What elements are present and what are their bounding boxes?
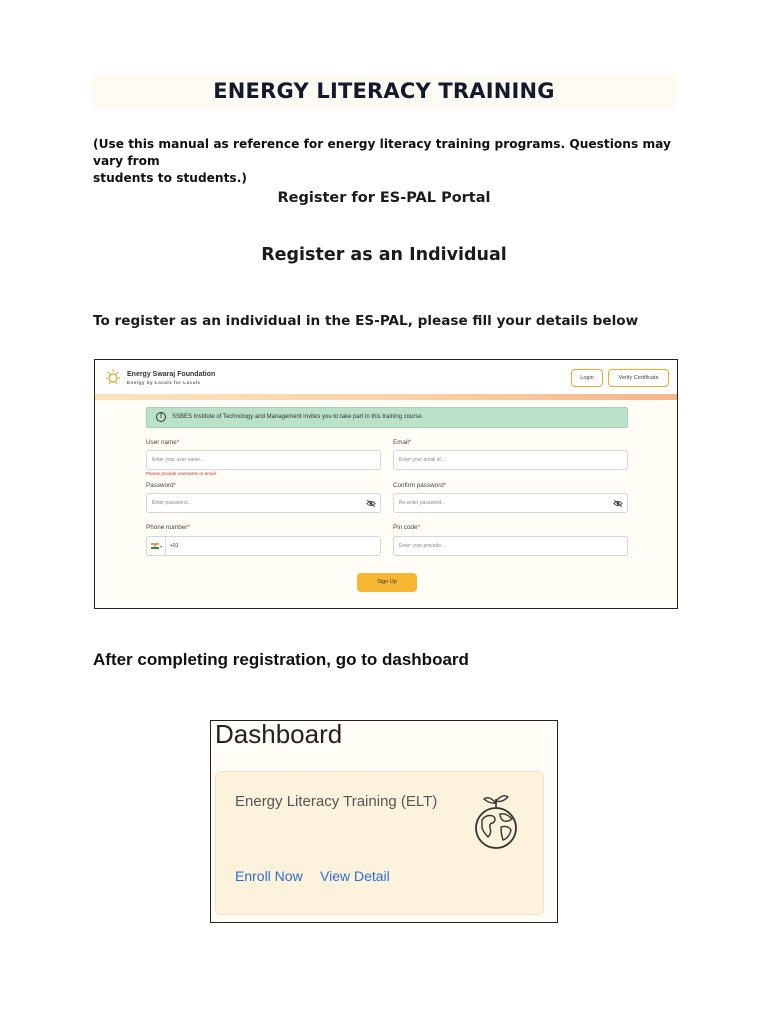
verify-certificate-button[interactable]: Verify Certificate <box>608 369 669 387</box>
view-detail-link[interactable]: View Detail <box>320 868 390 884</box>
email-label: Email* <box>393 439 412 446</box>
document-title: ENERGY LITERACY TRAINING <box>213 79 555 103</box>
intro-note <box>93 136 673 187</box>
confirm-password-input[interactable] <box>393 493 628 513</box>
phone-input[interactable] <box>146 536 381 556</box>
email-input[interactable]: Enter your email id... <box>393 450 628 470</box>
pincode-label: Pin code* <box>393 524 420 531</box>
globe-plant-icon <box>470 792 522 850</box>
username-label: User name* <box>146 439 180 446</box>
login-button[interactable]: Login <box>571 369 603 387</box>
brand-tagline: Energy by Locals for Locals <box>127 380 201 385</box>
dashboard-instruction: After completing registration, go to dashboard <box>93 650 469 669</box>
confirm-password-label: Confirm password* <box>393 482 447 489</box>
username-input[interactable]: Enter your user name... <box>146 450 381 470</box>
pincode-input[interactable]: Enter your pincode... <box>393 536 628 556</box>
india-flag-icon[interactable] <box>151 543 159 549</box>
registration-screenshot <box>94 359 678 609</box>
sign-up-button[interactable]: Sign Up <box>357 573 417 592</box>
heading-register-portal: Register for ES-PAL Portal <box>277 190 491 206</box>
intro-note-line-1: (Use this manual as reference for energy literacy training programs. Questions may vary from <box>93 137 671 168</box>
dashboard-screenshot <box>210 720 558 923</box>
password-label: Password* <box>146 482 177 489</box>
info-icon: ! <box>156 412 166 422</box>
phone-value: +91 <box>170 543 179 549</box>
intro-note-line-2: students to students.) <box>93 171 247 185</box>
brand-name: Energy Swaraj Foundation <box>127 371 216 378</box>
heading-register-individual: Register as an Individual <box>261 245 507 265</box>
invite-alert <box>146 407 628 428</box>
password-input[interactable] <box>146 493 381 513</box>
eye-off-icon[interactable] <box>366 499 376 508</box>
eye-off-icon[interactable] <box>613 499 623 508</box>
invite-alert-text: SSBES Institute of Technology and Management invites you to take part in this training course. <box>172 414 424 420</box>
course-name: Energy Literacy Training (ELT) <box>235 793 438 810</box>
dashboard-title: Dashboard <box>215 720 343 749</box>
confirm-password-placeholder: Re-enter password... <box>399 500 446 506</box>
phone-label: Phone number* <box>146 524 190 531</box>
password-placeholder: Enter password... <box>152 500 191 506</box>
course-card <box>215 771 544 915</box>
portal-header <box>95 360 677 394</box>
chevron-down-icon[interactable]: ▾ <box>160 544 163 549</box>
enroll-now-link[interactable]: Enroll Now <box>235 868 303 884</box>
username-error: Please provide username or email <box>146 471 216 476</box>
flag-divider <box>165 537 166 555</box>
sun-logo-icon <box>103 367 123 387</box>
registration-instruction: To register as an individual in the ES-PAL, please fill your details below <box>93 313 639 329</box>
